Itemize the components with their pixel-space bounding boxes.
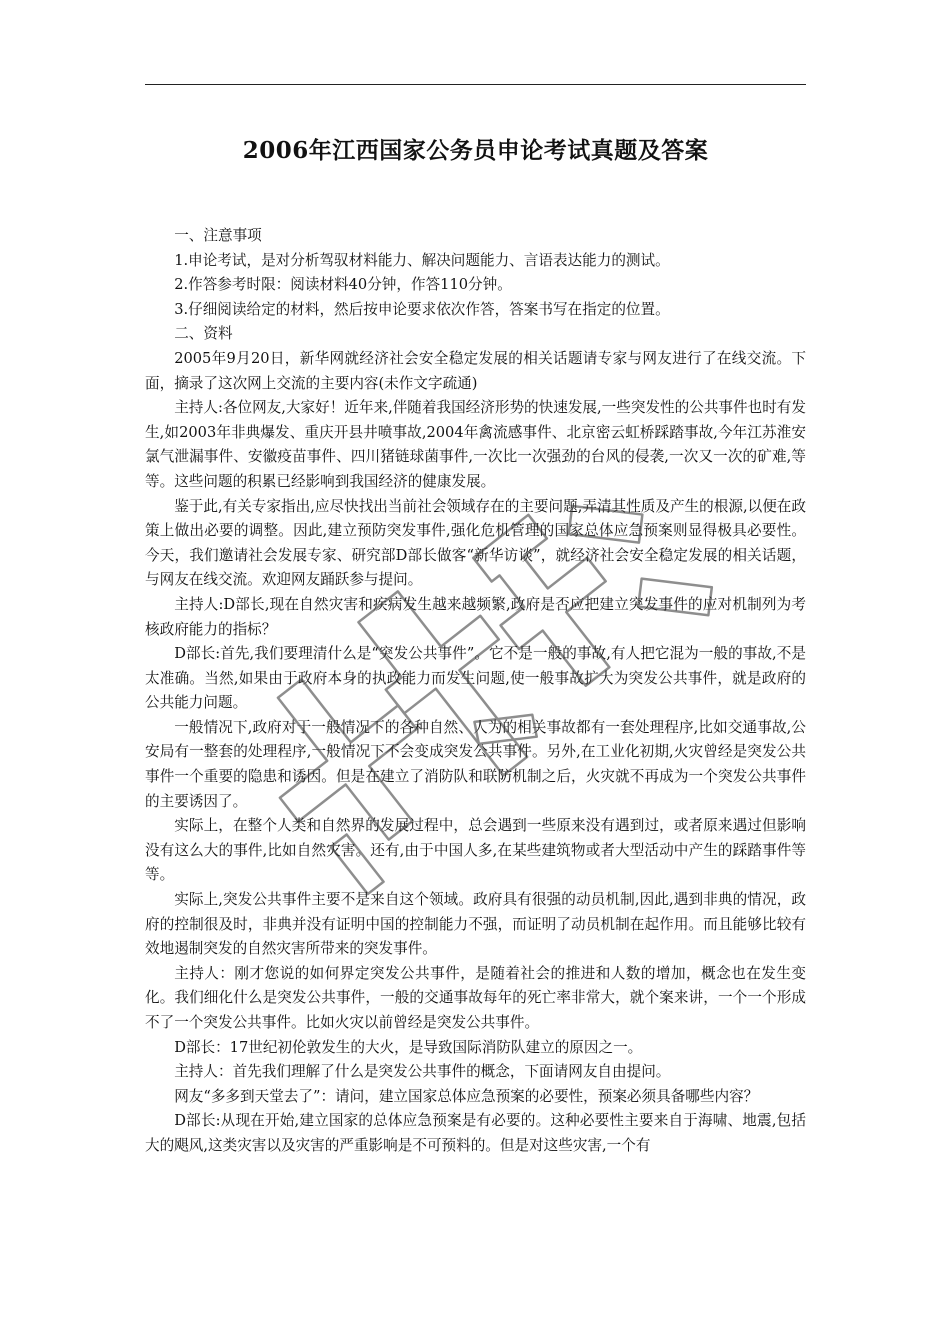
body-paragraph: 2.作答参考时限：阅读材料40分钟，作答110分钟。 (174, 276, 512, 294)
body-paragraph: 2005年9月20日，新华网就经济社会安全稳定发展的相关话题请专家与网友进行了在线交流。下面，摘录了这次网上交流的主要内容(未作文字疏通) (145, 349, 806, 392)
body-paragraph: 二、资料 (174, 325, 233, 343)
body-paragraph: D部长:从现在开始,建立国家的总体应急预案是有必要的。这种必要性主要来自于海啸、地震,包括大的飓风,这类灾害以及灾害的严重影响是不可预料的。但是对这些灾害,一个有 (145, 1112, 806, 1154)
body-paragraph: 鉴于此,有关专家指出,应尽快找出当前社会领域存在的主要问题,弄清其性质及产生的根源,以便在政策上做出必要的调整。因此,建立预防突发事件,强化危机管理的国家总体应急预案则显得极具必要性。今天，我们邀请社会发展专家、研究部D部长做客“新华访谈”，就经济社会安全稳定发展的相关话题，与网友在线交流。欢迎网友踊跃参与提问。 (145, 497, 806, 589)
body-paragraph: 实际上，在整个人类和自然界的发展过程中，总会遇到一些原来没有遇到过，或者原来遇过但影响没有这么大的事件,比如自然灾害。还有,由于中国人多,在某些建筑物或者大型活动中产生的踩踏事件等等。 (145, 817, 806, 884)
body-paragraph: 实际上,突发公共事件主要不是来自这个领域。政府具有很强的动员机制,因此,遇到非典的情况，政府的控制很及时，非典并没有证明中国的控制能力不强，而证明了动员机制在起作用。而且能够比较有效地遏制突发的自然灾害所带来的突发事件。 (145, 891, 806, 958)
body-paragraph: 主持人:各位网友,大家好！近年来,伴随着我国经济形势的快速发展,一些突发性的公共事件也时有发生,如2003年非典爆发、重庆开县井喷事故,2004年禽流感事件、北京密云虹桥踩踏事故,今年江苏淮安氯气泄漏事件、安徽疫苗事件、四川猪链球菌事件,一次比一次强劲的台风的侵袭,一次又一次的矿难,等等。这些问题的积累已经影响到我国经济的健康发展。 (145, 399, 806, 490)
body-paragraph: D部长：17世纪初伦敦发生的大火，是导致国际消防队建立的原因之一。 (174, 1038, 643, 1056)
body-paragraph: 网友“多多到天堂去了”：请问，建立国家总体应急预案的必要性，预案必须具备哪些内容？ (174, 1087, 759, 1105)
body-paragraph: 一般情况下,政府对于一般情况下的各种自然、人为的相关事故都有一套处理程序,比如交通事故,公安局有一整套的处理程序,一般情况下不会变成突发公共事件。另外,在工业化初期,火灾曾经是突发公共事件一个重要的隐患和诱因。但是在建立了消防队和联防机制之后，火灾就不再成为一个突发公共事件的主要诱因了。 (145, 718, 806, 810)
body-paragraph: D部长:首先,我们要理清什么是“突发公共事件”。它不是一般的事故,有人把它混为一般的事故,不是太准确。当然,如果由于政府本身的执政能力而发生问题,使一般事故扩大为突发公共事件，就是政府的公共能力问题。 (145, 645, 806, 712)
body-paragraph: 1.申论考试，是对分析驾驭材料能力、解决问题能力、言语表达能力的测试。 (174, 251, 670, 269)
document-body (145, 224, 806, 1159)
body-paragraph: 3.仔细阅读给定的材料，然后按申论要求依次作答，答案书写在指定的位置。 (174, 300, 670, 318)
body-paragraph: 主持人：首先我们理解了什么是突发公共事件的概念，下面请网友自由提问。 (174, 1063, 671, 1081)
body-paragraph: 一、注意事项 (174, 227, 262, 244)
body-paragraph: 主持人：刚才您说的如何界定突发公共事件，是随着社会的推进和人数的增加，概念也在发生变化。我们细化什么是突发公共事件，一般的交通事故每年的死亡率非常大，就个案来讲，一个一个形成不了一个突发公共事件。比如火灾以前曾经是突发公共事件。 (145, 964, 806, 1031)
document-title: 2006年江西国家公务员申论考试真题及答案 (242, 137, 709, 164)
body-paragraph: 主持人:D部长,现在自然灾害和疾病发生越来越频繁,政府是否应把建立突发事件的应对机制列为考核政府能力的指标？ (145, 595, 806, 638)
header-rule (145, 84, 806, 85)
